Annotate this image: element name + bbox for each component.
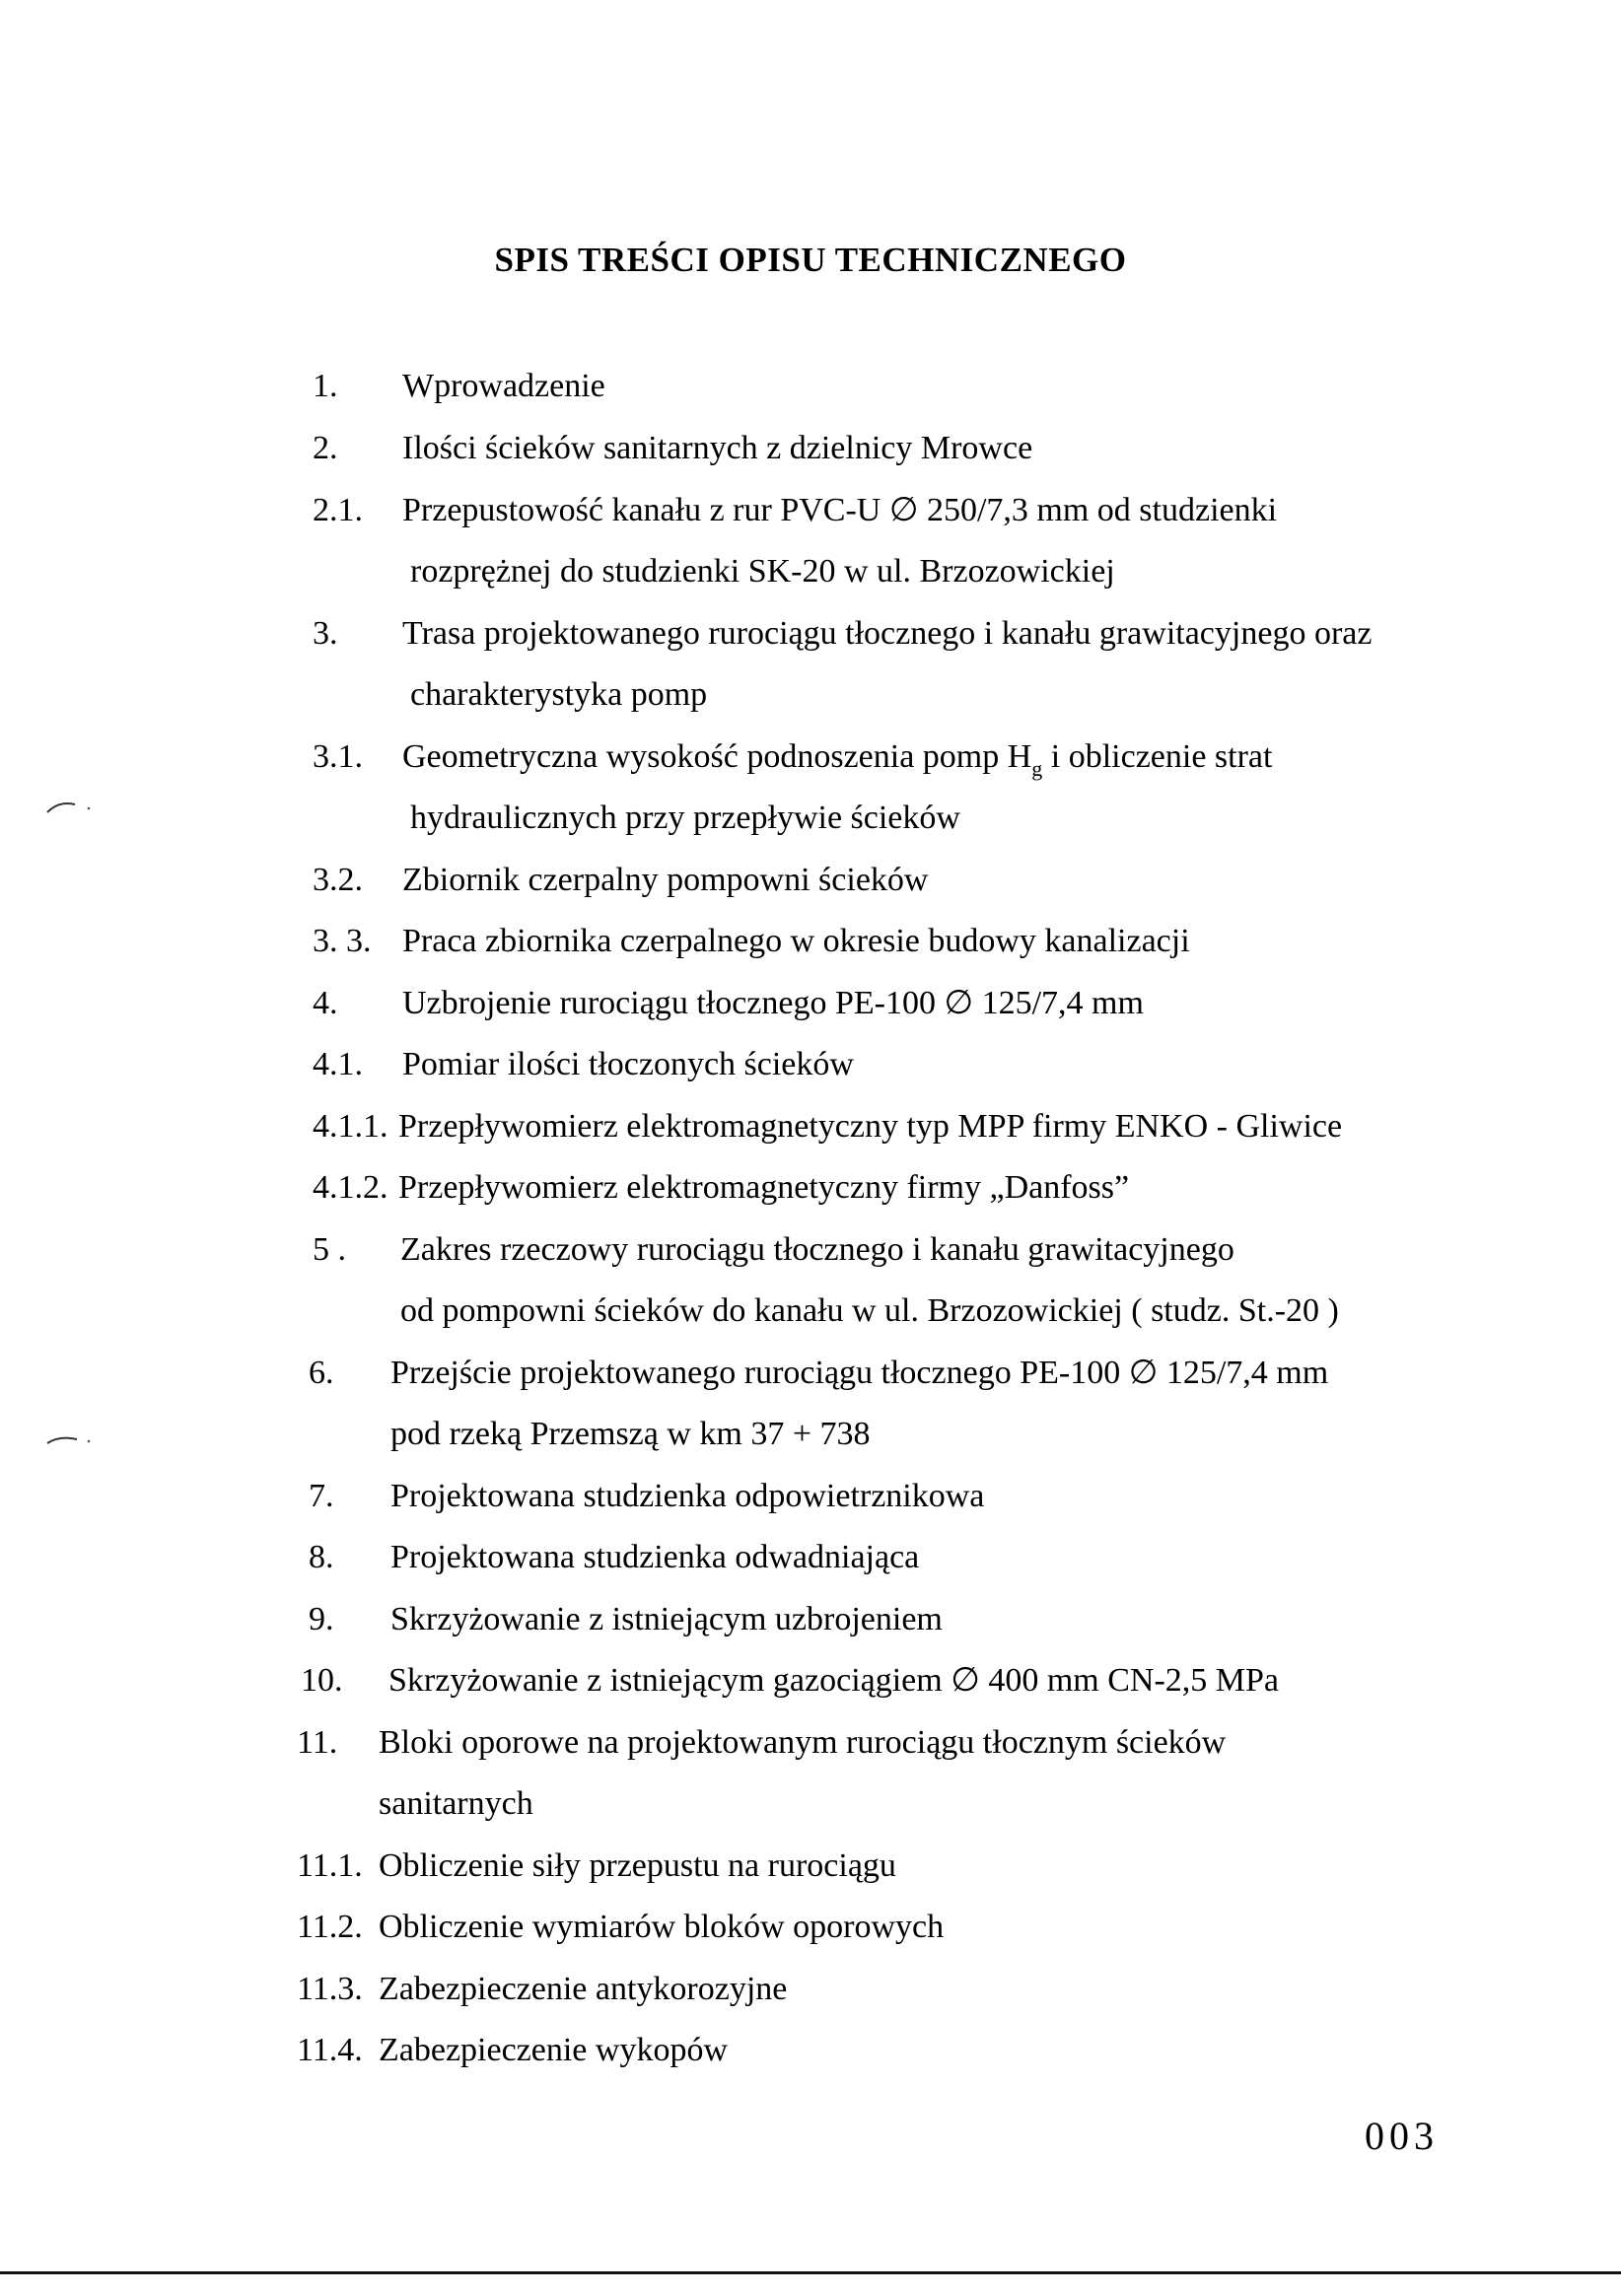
toc-number: 4.1.2.	[313, 1169, 388, 1206]
toc-number: 2.1.	[313, 492, 363, 528]
toc-text: Przejście projektowanego rurociągu tłocznego PE-100 ∅ 125/7,4 mm	[390, 1355, 1329, 1391]
toc-entry	[0, 733, 1621, 781]
toc-number: 4.1.1.	[313, 1108, 388, 1145]
toc-text: hydraulicznych przy przepływie ścieków	[410, 800, 960, 836]
toc-number: 1.	[313, 368, 338, 404]
toc-number: 11.	[297, 1724, 338, 1761]
toc-entry-continuation	[0, 548, 1621, 595]
toc-entry	[0, 425, 1621, 472]
toc-entry	[0, 1657, 1621, 1705]
toc-text: od pompowni ścieków do kanału w ul. Brzozowickiej ( studz. St.-20 )	[400, 1292, 1339, 1329]
toc-number: 11.2.	[297, 1909, 363, 1945]
toc-entry	[0, 1350, 1621, 1397]
toc-text: Skrzyżowanie z istniejącym gazociągiem ∅ 400 mm CN-2,5 MPa	[388, 1662, 1280, 1699]
toc-entry	[0, 1164, 1621, 1212]
document-title: SPIS TREŚCI OPISU TECHNICZNEGO	[494, 241, 1127, 279]
margin-mark	[45, 1429, 95, 1449]
toc-number: 3.1.	[313, 738, 363, 775]
toc-entry	[0, 1473, 1621, 1520]
toc-number: 4.1.	[313, 1046, 363, 1082]
toc-text: pod rzeką Przemszą w km 37 + 738	[390, 1416, 871, 1452]
toc-entry	[0, 1843, 1621, 1890]
toc-text: rozprężnej do studzienki SK-20 w ul. Brzozowickiej	[410, 553, 1115, 590]
toc-entry	[0, 918, 1621, 965]
toc-text-part: Geometryczna wysokość podnoszenia pomp H	[402, 738, 1032, 775]
toc-text: Zbiornik czerpalny pompowni ścieków	[402, 862, 929, 898]
toc-number: 11.1.	[297, 1847, 363, 1884]
margin-mark	[45, 797, 95, 816]
toc-text: Uzbrojenie rurociągu tłocznego PE-100 ∅ 125/7,4 mm	[402, 985, 1144, 1021]
toc-entry	[0, 1534, 1621, 1581]
toc-number: 4.	[313, 985, 338, 1021]
toc-text: Obliczenie wymiarów bloków oporowych	[379, 1909, 945, 1945]
toc-number: 11.4.	[297, 2032, 363, 2068]
toc-entry	[0, 1041, 1621, 1088]
toc-text: Przepływomierz elektromagnetyczny typ MPP firmy ENKO - Gliwice	[398, 1108, 1343, 1145]
toc-number: 3. 3.	[313, 923, 372, 959]
toc-entry-continuation	[0, 795, 1621, 842]
toc-text: Wprowadzenie	[402, 368, 605, 404]
page-number: 003	[1365, 2114, 1439, 2158]
toc-entry	[0, 363, 1621, 410]
toc-entry	[0, 1966, 1621, 2013]
toc-text: charakterystyka pomp	[410, 676, 708, 713]
toc-number: 2.	[313, 430, 338, 466]
toc-entry	[0, 487, 1621, 534]
toc-text-part: i obliczenie strat	[1042, 738, 1273, 775]
toc-text: Skrzyżowanie z istniejącym uzbrojeniem	[390, 1601, 943, 1637]
toc-number: 5 .	[313, 1231, 346, 1268]
toc-entry	[0, 857, 1621, 904]
toc-entry	[0, 1103, 1621, 1150]
toc-number: 7.	[309, 1478, 334, 1514]
toc-number: 3.	[313, 615, 338, 652]
toc-text: Zakres rzeczowy rurociągu tłocznego i kanału grawitacyjnego	[400, 1231, 1234, 1268]
toc-number: 8.	[309, 1539, 334, 1575]
toc-text: Ilości ścieków sanitarnych z dzielnicy Mrowce	[402, 430, 1033, 466]
toc-number: 10.	[301, 1662, 343, 1699]
toc-entry-continuation	[0, 671, 1621, 719]
toc-number: 3.2.	[313, 862, 363, 898]
toc-number: 9.	[309, 1601, 334, 1637]
toc-text: Przepustowość kanału z rur PVC-U ∅ 250/7,3 mm od studzienki	[402, 492, 1278, 528]
toc-text: Bloki oporowe na projektowanym rurociągu tłocznym ścieków	[379, 1724, 1227, 1761]
toc-entry	[0, 2027, 1621, 2074]
toc-entry	[0, 1904, 1621, 1951]
toc-text	[402, 733, 1272, 784]
toc-entry	[0, 1596, 1621, 1643]
toc-text: Trasa projektowanego rurociągu tłocznego i kanału grawitacyjnego oraz	[402, 615, 1373, 652]
toc-entry	[0, 610, 1621, 658]
toc-number: 11.3.	[297, 1971, 363, 2007]
toc-number: 6.	[309, 1355, 334, 1391]
toc-entry-continuation	[0, 1287, 1621, 1335]
toc-text: sanitarnych	[379, 1785, 533, 1822]
toc-text: Obliczenie siły przepustu na rurociągu	[379, 1847, 896, 1884]
toc-text: Projektowana studzienka odpowietrznikowa	[390, 1478, 985, 1514]
toc-entry-continuation	[0, 1411, 1621, 1458]
toc-entry	[0, 1226, 1621, 1274]
toc-text: Przepływomierz elektromagnetyczny firmy „Danfoss”	[398, 1169, 1130, 1206]
toc-text: Zabezpieczenie antykorozyjne	[379, 1971, 788, 2007]
toc-text: Praca zbiornika czerpalnego w okresie budowy kanalizacji	[402, 923, 1190, 959]
toc-text: Zabezpieczenie wykopów	[379, 2032, 728, 2068]
subscript: g	[1031, 756, 1043, 781]
toc-entry-continuation	[0, 1780, 1621, 1828]
toc-text: Projektowana studzienka odwadniająca	[390, 1539, 920, 1575]
toc-text: Pomiar ilości tłoczonych ścieków	[402, 1046, 854, 1082]
bottom-edge-line	[0, 2271, 1621, 2274]
toc-entry	[0, 980, 1621, 1027]
toc-entry	[0, 1719, 1621, 1767]
